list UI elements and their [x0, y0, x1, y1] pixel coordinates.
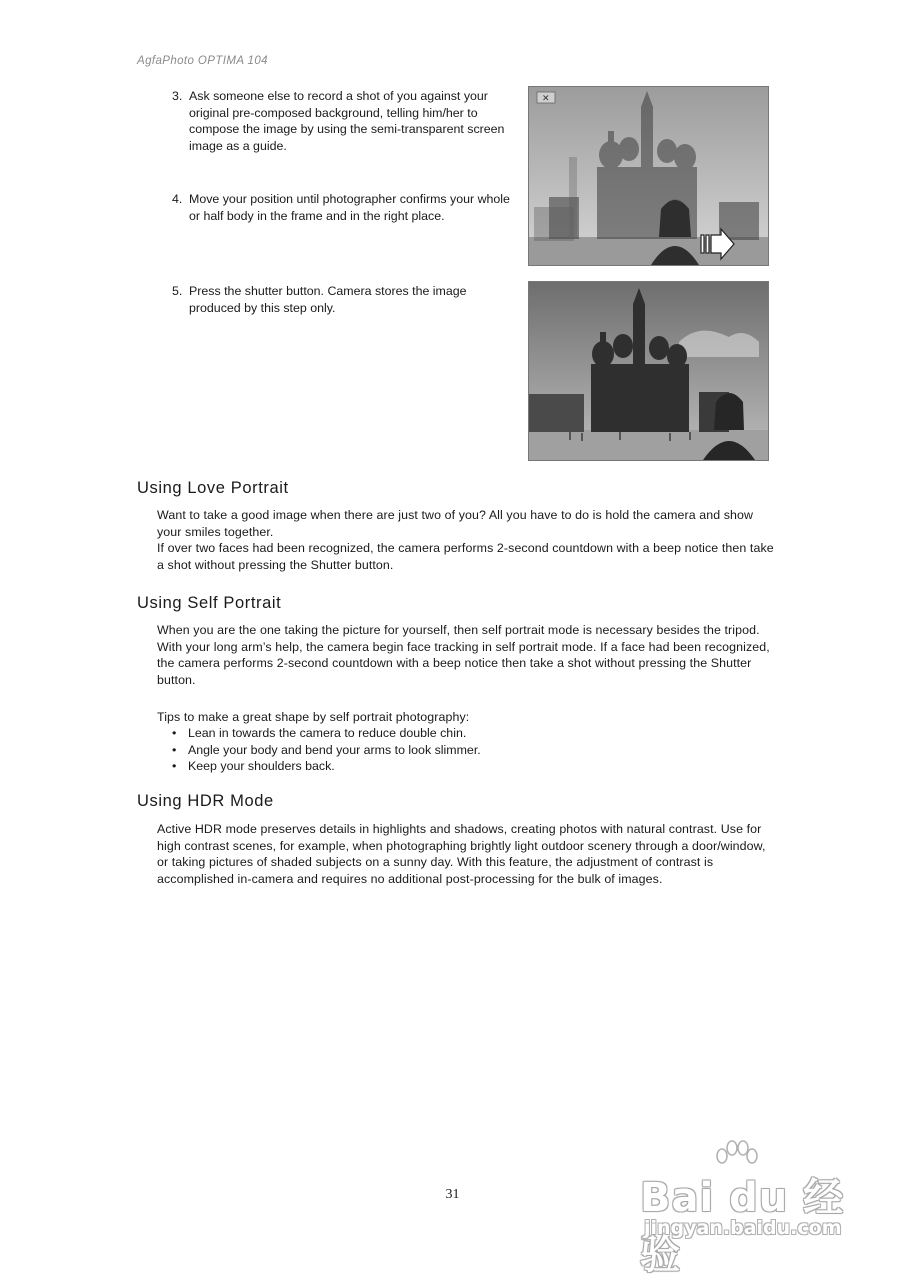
step-5: [172, 283, 517, 316]
baidu-watermark: [640, 1140, 855, 1278]
step-4: [172, 191, 517, 224]
self-portrait-heading: Using Self Portrait: [137, 594, 282, 612]
list-item: • Keep your shoulders back.: [172, 759, 335, 774]
guide-screen-image: [528, 86, 769, 266]
step-number: 5.: [172, 284, 183, 298]
step-number: 4.: [172, 192, 183, 206]
list-item: • Lean in towards the camera to reduce double chin.: [172, 726, 467, 740]
svg-text:✕: ✕: [542, 94, 550, 104]
list-item: • Angle your body and bend your arms to look slimmer.: [172, 742, 481, 757]
watermark-logo: Bai du 经验: [640, 1175, 845, 1278]
tips-list: [172, 725, 481, 775]
step-text: Press the shutter button. Camera stores the image produced by this step only.: [189, 284, 467, 315]
hdr-heading: Using HDR Mode: [137, 792, 274, 810]
tips-intro: Tips to make a great shape by self portrait photography:: [157, 710, 470, 724]
step-text: Ask someone else to record a shot of you against your original pre-composed background, telling him/her to compose the image by using the semi-transparent screen image as a guide.: [189, 89, 505, 153]
love-portrait-heading: Using Love Portrait: [137, 479, 289, 497]
step-3: [172, 88, 517, 154]
love-portrait-paragraph-1: Want to take a good image when there are just two of you? All you have to do is hold the camera and show your smiles together.: [157, 508, 754, 539]
hdr-paragraph: Active HDR mode preserves details in highlights and shadows, creating photos with natural contrast. Use for high contrast scenes, for example, when photographing brightly light outdoor scenery through a door/window, or taking pictures of shaded subjects on a sunny day. With this feature, the adjustment of contrast is accomplished in-camera and requires no additional post-processing for the bulk of images.: [157, 822, 766, 886]
self-portrait-paragraph: When you are the one taking the picture for yourself, then self portrait mode is necessary besides the tripod. With your long arm’s help, the camera begin face tracking in self portrait mode. If a face had been recognized, the camera performs 2-second countdown with a beep notice then take a shot without pressing the Shutter button.: [157, 623, 770, 687]
love-portrait-paragraph-2: If over two faces had been recognized, the camera performs 2-second countdown with a beep notice then take a shot without pressing the Shutter button.: [157, 541, 774, 572]
page-header: AgfaPhoto OPTIMA 104: [137, 55, 268, 67]
final-composed-image: [528, 281, 769, 461]
page-number: 31: [445, 1187, 460, 1202]
step-number: 3.: [172, 89, 183, 103]
watermark-url: jingyan.baidu.com: [644, 1217, 842, 1239]
step-text: Move your position until photographer confirms your whole or half body in the frame and in the right place.: [189, 192, 510, 223]
